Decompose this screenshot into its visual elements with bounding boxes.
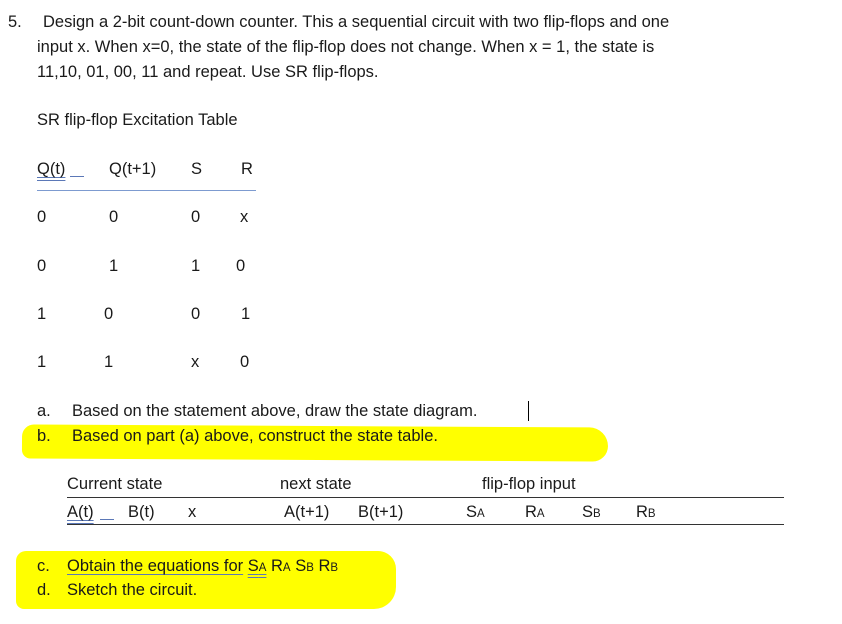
- excitation-cell: 1: [104, 353, 114, 371]
- term-sb-main: S: [295, 557, 307, 575]
- excitation-table-title: SR flip-flop Excitation Table: [37, 111, 238, 129]
- sa-main: S: [466, 503, 478, 521]
- part-a-label: a.: [37, 402, 51, 420]
- term-rb: [318, 557, 338, 575]
- state-col-sb: [582, 502, 601, 524]
- sb-sub: B: [593, 508, 601, 520]
- sa-sub: A: [477, 508, 485, 520]
- term-sa-main: S: [247, 557, 259, 575]
- part-d-label: d.: [37, 581, 51, 599]
- excitation-header-qt: Q(t): [37, 160, 66, 178]
- excitation-cell: 0: [37, 208, 47, 226]
- part-a-text: Based on the statement above, draw the state diagram.: [72, 402, 478, 420]
- excitation-header-rule: [37, 190, 256, 191]
- ra-sub: A: [536, 508, 545, 520]
- state-table-top-rule: [67, 497, 784, 498]
- excitation-cell: 0: [37, 257, 47, 275]
- sb-main: S: [582, 503, 594, 521]
- at-underline-extension: [100, 519, 114, 520]
- state-col-at1: A(t+1): [284, 503, 330, 521]
- excitation-cell: x: [240, 208, 249, 226]
- term-ra: [271, 557, 291, 575]
- state-col-x: x: [188, 503, 197, 521]
- qt-underline-extension: [70, 176, 84, 177]
- question-line-2: input x. When x=0, the state of the flip-flop does not change. When x = 1, the state is: [37, 38, 655, 56]
- question-number: 5.: [8, 13, 22, 31]
- state-table-bottom-rule: [67, 524, 784, 525]
- excitation-cell: 0: [109, 208, 119, 226]
- excitation-header-qt1: Q(t+1): [109, 160, 157, 178]
- rb-main: R: [636, 503, 648, 521]
- term-sa-sub: A: [258, 562, 267, 574]
- state-col-rb: [636, 502, 656, 524]
- part-b-label: b.: [37, 427, 51, 445]
- rb-sub: B: [647, 508, 656, 520]
- excitation-cell: 1: [191, 257, 201, 275]
- excitation-cell: x: [191, 353, 200, 371]
- term-rb-sub: B: [330, 562, 339, 574]
- excitation-cell: 1: [37, 305, 47, 323]
- excitation-cell: 1: [109, 257, 119, 275]
- part-c-line: [67, 556, 338, 578]
- ra-main: R: [525, 503, 537, 521]
- excitation-cell: 0: [104, 305, 114, 323]
- excitation-cell: 1: [241, 305, 251, 323]
- state-col-sa: [466, 502, 485, 524]
- part-b-text: Based on part (a) above, construct the state table.: [72, 427, 438, 445]
- excitation-cell: 0: [191, 305, 201, 323]
- question-line-3: 11,10, 01, 00, 11 and repeat. Use SR flip-flops.: [37, 63, 379, 81]
- state-col-bt1: B(t+1): [358, 503, 404, 521]
- term-sa: [248, 557, 267, 575]
- text-cursor: [528, 401, 529, 421]
- term-ra-main: R: [271, 557, 283, 575]
- excitation-cell: 0: [240, 353, 250, 371]
- excitation-header-r: R: [241, 160, 253, 178]
- state-col-at: A(t): [67, 503, 94, 521]
- term-sb-sub: B: [306, 562, 314, 574]
- part-c-label: c.: [37, 557, 50, 575]
- term-ra-sub: A: [282, 562, 291, 574]
- state-col-bt: B(t): [128, 503, 155, 521]
- state-col-ra: [525, 502, 545, 524]
- part-c-text: Obtain the equations for: [67, 557, 244, 575]
- question-line-1: Design a 2-bit count-down counter. This a sequential circuit with two flip-flops and one: [43, 13, 670, 31]
- state-table-header-next: next state: [280, 475, 352, 493]
- state-table-header-ff-input: flip-flop input: [482, 475, 576, 493]
- part-d-text: Sketch the circuit.: [67, 581, 198, 599]
- excitation-cell: 1: [37, 353, 47, 371]
- excitation-header-s: S: [191, 160, 203, 178]
- term-rb-main: R: [318, 557, 331, 575]
- term-sb: [295, 557, 314, 575]
- excitation-cell: 0: [236, 257, 246, 275]
- state-table-header-current: Current state: [67, 475, 163, 493]
- excitation-cell: 0: [191, 208, 201, 226]
